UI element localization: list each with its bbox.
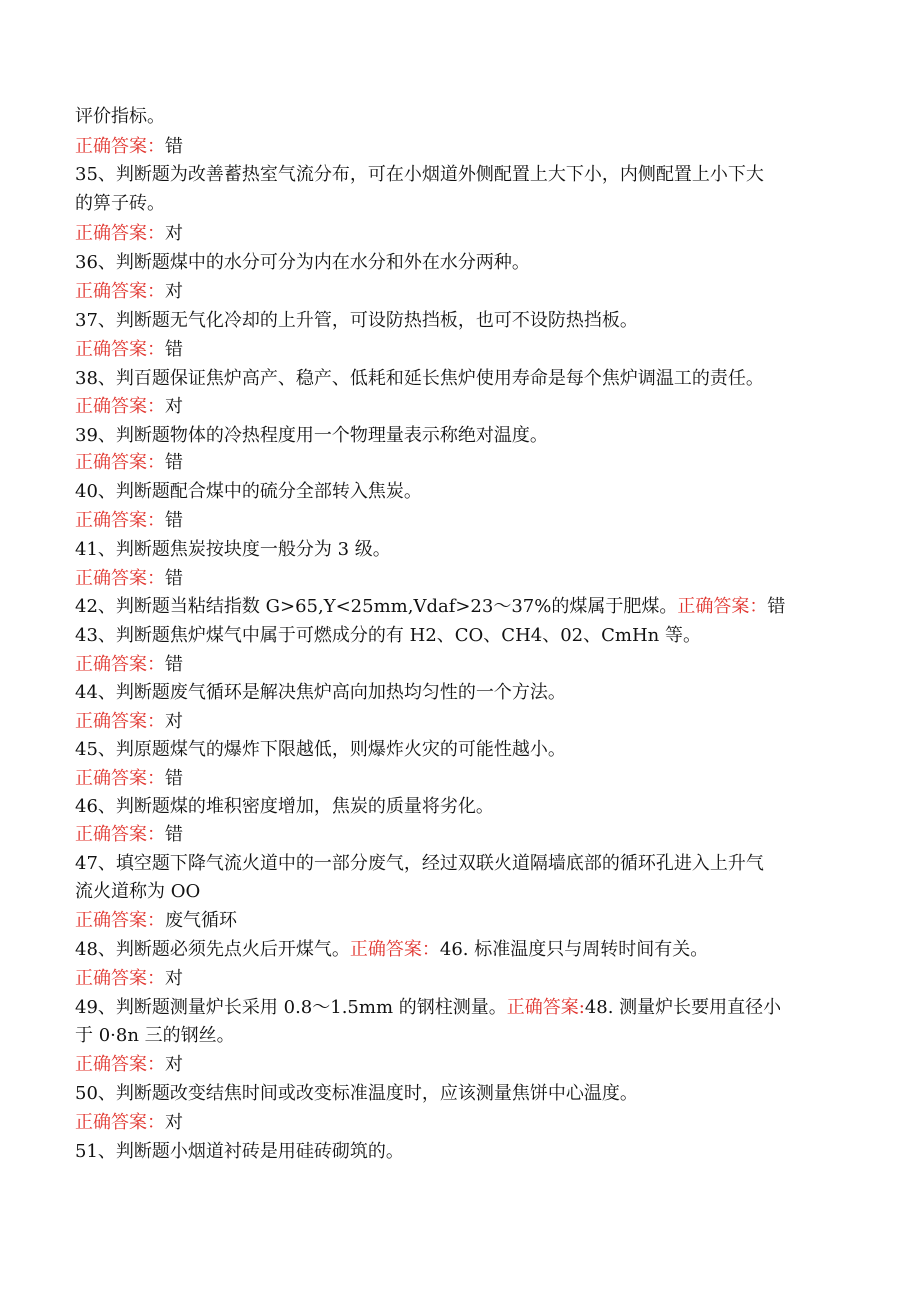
answer-line [75,909,237,933]
question-text: 48、判断题必须先点火后开煤气。 [75,939,350,960]
question-text: 50、判断题改变结焦时间或改变标准温度时，应该测量焦饼中心温度。 [75,1083,638,1104]
question-line [75,880,200,904]
question-text: 48. 测量炉长要用直径小 [584,997,782,1018]
answer-line [75,338,183,362]
answer-line [75,509,183,533]
text-line [75,105,165,129]
answer-label: 正确答案： [677,596,768,617]
question-text: 39、判断题物体的冷热程度用一个物理量表示称绝对温度。 [75,425,548,446]
answer-label: 正确答案： [75,768,165,789]
answer-line [75,222,183,246]
question-text: 49、判断题测量炉长采用 0.8～1.5mm 的钢柱测量。 [75,997,507,1018]
question-text: 47、填空题下降气流火道中的一部分废气，经过双联火道隔墙底部的循环孔进入上升气 [75,853,764,874]
answer-label: 正确答案： [75,223,165,244]
question-text: 流火道称为 OO [75,881,201,902]
question-text: 46、判断题煤的堆积密度增加，焦炭的质量将劣化。 [75,796,494,817]
question-line [75,738,566,762]
question-line [75,1140,404,1164]
question-text: 于 0·8n 三的钢丝。 [75,1025,235,1046]
question-text: 36、判断题煤中的水分可分为内在水分和外在水分两种。 [75,252,530,273]
answer-value: 对 [165,1112,183,1133]
question-line [75,538,391,562]
answer-label: 正确答案： [75,281,165,302]
answer-label: 正确答案： [75,654,165,675]
answer-value: 错 [165,136,183,157]
question-text: 43、判断题焦炉煤气中属于可燃成分的有 H2、CO、CH4、02、CmHn 等。 [75,625,701,646]
question-text: 51、判断题小烟道衬砖是用硅砖砌筑的。 [75,1141,404,1162]
answer-label: 正确答案： [75,136,165,157]
question-line [75,996,781,1020]
question-line [75,480,422,504]
answer-label: 正确答案： [75,711,165,732]
answer-line [75,823,183,847]
answer-label: 正确答案： [75,910,165,931]
answer-label: 正确答案： [75,968,165,989]
question-text: 38、判百题保证焦炉高产、稳产、低耗和延长焦炉使用寿命是每个焦炉调温工的责任。 [75,368,764,389]
question-line [75,938,708,962]
answer-value: 对 [165,281,183,302]
question-line [75,163,764,187]
line-text: 评价指标。 [75,106,165,127]
answer-line [75,967,183,991]
answer-value: 错 [165,339,183,360]
answer-line [75,1111,183,1135]
question-line [75,852,764,876]
answer-label: 正确答案： [75,824,165,845]
question-text: 42、判断题当粘结指数 G>65,Y<25mm,Vdaf>23～37%的煤属于肥煤。 [75,596,678,617]
question-line [75,1024,235,1048]
answer-line [75,1053,183,1077]
question-line [75,309,638,333]
answer-line [75,451,183,475]
question-text: 的箅子砖。 [75,193,165,214]
question-text: 37、判断题无气化冷却的上升管，可设防热挡板，也可不设防热挡板。 [75,310,638,331]
question-line [75,251,530,275]
question-line [75,1082,638,1106]
answer-label: 正确答案: [506,997,585,1018]
answer-value: 错 [767,596,786,617]
answer-value: 废气循环 [165,910,237,931]
answer-value: 错 [165,654,183,675]
question-line [75,424,548,448]
answer-label: 正确答案： [75,339,165,360]
answer-label: 正确答案： [75,1112,165,1133]
question-text: 44、判断题废气循环是解决焦炉高向加热均匀性的一个方法。 [75,682,566,703]
answer-value: 对 [165,968,183,989]
answer-label: 正确答案： [75,396,165,417]
answer-line [75,567,183,591]
answer-label: 正确答案： [349,939,440,960]
question-line [75,624,701,648]
answer-label: 正确答案： [75,452,165,473]
question-text: 40、判断题配合煤中的硫分全部转入焦炭。 [75,481,422,502]
answer-value: 错 [165,568,183,589]
answer-value: 错 [165,824,183,845]
question-text: 41、判断题焦炭按块度一般分为 3 级。 [75,539,391,560]
question-line [75,595,785,619]
answer-line [75,280,183,304]
answer-value: 对 [165,396,183,417]
answer-line [75,767,183,791]
question-line [75,367,764,391]
question-line [75,681,566,705]
answer-value: 对 [165,711,183,732]
answer-label: 正确答案： [75,1054,165,1075]
answer-line [75,653,183,677]
answer-value: 错 [165,510,183,531]
question-line [75,192,165,216]
answer-line [75,135,183,159]
question-line [75,795,494,819]
answer-label: 正确答案： [75,510,165,531]
answer-value: 错 [165,452,183,473]
question-text: 45、判原题煤气的爆炸下限越低，则爆炸火灾的可能性越小。 [75,739,566,760]
answer-value: 对 [165,223,183,244]
question-text: 35、判断题为改善蓄热室气流分布，可在小烟道外侧配置上大下小，内侧配置上小下大 [75,164,764,185]
answer-line [75,395,183,419]
answer-value: 错 [165,768,183,789]
answer-line [75,710,183,734]
question-text: 46. 标准温度只与周转时间有关。 [439,939,709,960]
answer-label: 正确答案： [75,568,165,589]
answer-value: 对 [165,1054,183,1075]
